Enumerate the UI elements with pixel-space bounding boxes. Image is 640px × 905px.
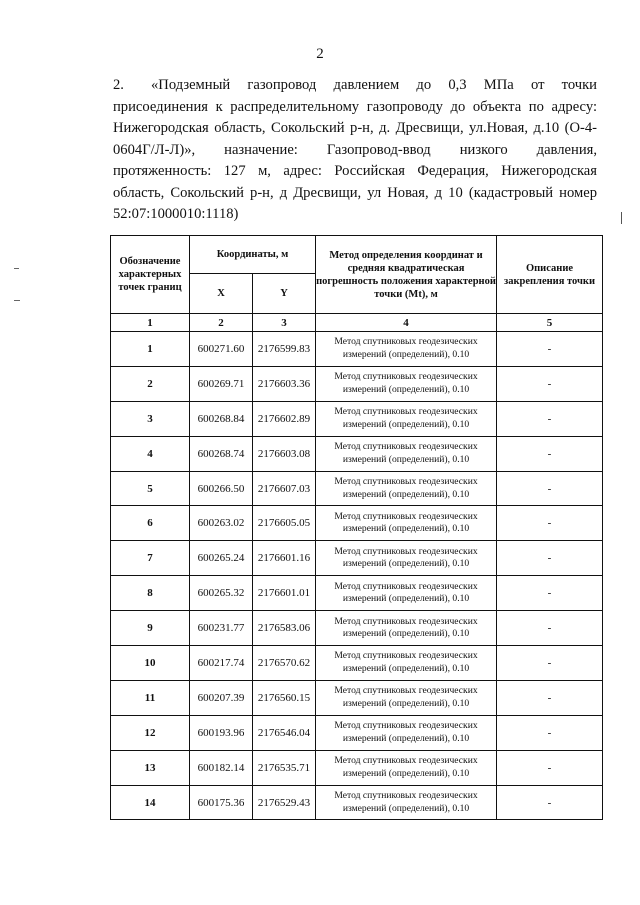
method: Метод спутниковых геодезических измерений (определений), 0.10 bbox=[316, 436, 497, 471]
coordinates-table bbox=[110, 235, 603, 820]
table-row bbox=[111, 401, 603, 436]
header-point: Обозначение характерных точек границ bbox=[111, 236, 190, 314]
coord-y: 2176603.36 bbox=[253, 366, 316, 401]
description: - bbox=[497, 332, 603, 367]
method: Метод спутниковых геодезических измерений (определений), 0.10 bbox=[316, 611, 497, 646]
coord-x: 600231.77 bbox=[190, 611, 253, 646]
coord-y: 2176601.16 bbox=[253, 541, 316, 576]
coord-y: 2176529.43 bbox=[253, 785, 316, 820]
point-id: 13 bbox=[111, 750, 190, 785]
description: - bbox=[497, 401, 603, 436]
scan-mark bbox=[621, 212, 622, 224]
column-index-row bbox=[111, 314, 603, 332]
coord-y: 2176560.15 bbox=[253, 680, 316, 715]
method: Метод спутниковых геодезических измерений (определений), 0.10 bbox=[316, 506, 497, 541]
item-number: 2. bbox=[113, 77, 124, 93]
coord-x: 600175.36 bbox=[190, 785, 253, 820]
description: - bbox=[497, 750, 603, 785]
coord-x: 600265.32 bbox=[190, 576, 253, 611]
table-row bbox=[111, 436, 603, 471]
coord-x: 600266.50 bbox=[190, 471, 253, 506]
object-description bbox=[113, 75, 597, 226]
method: Метод спутниковых геодезических измерений (определений), 0.10 bbox=[316, 785, 497, 820]
coord-y: 2176602.89 bbox=[253, 401, 316, 436]
point-id: 10 bbox=[111, 646, 190, 681]
column-index: 1 bbox=[111, 314, 190, 332]
table-row bbox=[111, 680, 603, 715]
description: - bbox=[497, 785, 603, 820]
header-method: Метод определения координат и средняя квадратическая погрешность положения характерной точки (Mt), м bbox=[316, 236, 497, 314]
column-index: 5 bbox=[497, 314, 603, 332]
item-text: «Подземный газопровод давлением до 0,3 МПа от точки присоединения к распределительному газопроводу до объекта по адресу: Нижегородская область, Сокольский р-н, д. Дресвищи, ул.Новая, д.10 (О-4-0604Г/Л-Л)», назначение: Газопровод-ввод низкого давления, протяженность: 127 м, адрес: Российская Федерация, Нижегородская область, Сокольский р-н, д Дресвищи, ул Новая, д 10 (кадастровый номер 52:07:1000010:1118) bbox=[113, 77, 597, 222]
coord-y: 2176603.08 bbox=[253, 436, 316, 471]
table-row bbox=[111, 541, 603, 576]
coord-x: 600263.02 bbox=[190, 506, 253, 541]
point-id: 4 bbox=[111, 436, 190, 471]
coord-x: 600268.74 bbox=[190, 436, 253, 471]
table-row bbox=[111, 611, 603, 646]
table-row bbox=[111, 750, 603, 785]
header-description: Описание закрепления точки bbox=[497, 236, 603, 314]
coord-x: 600207.39 bbox=[190, 680, 253, 715]
point-id: 8 bbox=[111, 576, 190, 611]
coord-y: 2176570.62 bbox=[253, 646, 316, 681]
method: Метод спутниковых геодезических измерений (определений), 0.10 bbox=[316, 576, 497, 611]
description: - bbox=[497, 611, 603, 646]
coord-x: 600268.84 bbox=[190, 401, 253, 436]
table-row bbox=[111, 366, 603, 401]
method: Метод спутниковых геодезических измерений (определений), 0.10 bbox=[316, 750, 497, 785]
description: - bbox=[497, 541, 603, 576]
description: - bbox=[497, 646, 603, 681]
coord-x: 600271.60 bbox=[190, 332, 253, 367]
table-row bbox=[111, 332, 603, 367]
page-number: 2 bbox=[316, 46, 324, 62]
method: Метод спутниковых геодезических измерений (определений), 0.10 bbox=[316, 541, 497, 576]
coord-x: 600217.74 bbox=[190, 646, 253, 681]
method: Метод спутниковых геодезических измерений (определений), 0.10 bbox=[316, 680, 497, 715]
coord-y: 2176599.83 bbox=[253, 332, 316, 367]
coord-y: 2176535.71 bbox=[253, 750, 316, 785]
description: - bbox=[497, 471, 603, 506]
column-index: 3 bbox=[253, 314, 316, 332]
method: Метод спутниковых геодезических измерений (определений), 0.10 bbox=[316, 646, 497, 681]
coord-y: 2176607.03 bbox=[253, 471, 316, 506]
point-id: 6 bbox=[111, 506, 190, 541]
coord-y: 2176583.06 bbox=[253, 611, 316, 646]
description: - bbox=[497, 366, 603, 401]
coord-y: 2176546.04 bbox=[253, 715, 316, 750]
coord-x: 600182.14 bbox=[190, 750, 253, 785]
point-id: 3 bbox=[111, 401, 190, 436]
point-id: 14 bbox=[111, 785, 190, 820]
scan-mark bbox=[14, 268, 19, 269]
header-x: X bbox=[190, 274, 253, 314]
point-id: 1 bbox=[111, 332, 190, 367]
description: - bbox=[497, 715, 603, 750]
point-id: 11 bbox=[111, 680, 190, 715]
table-row bbox=[111, 715, 603, 750]
point-id: 5 bbox=[111, 471, 190, 506]
table-row bbox=[111, 785, 603, 820]
description: - bbox=[497, 680, 603, 715]
coord-y: 2176601.01 bbox=[253, 576, 316, 611]
point-id: 7 bbox=[111, 541, 190, 576]
coord-x: 600265.24 bbox=[190, 541, 253, 576]
column-index: 4 bbox=[316, 314, 497, 332]
method: Метод спутниковых геодезических измерений (определений), 0.10 bbox=[316, 401, 497, 436]
method: Метод спутниковых геодезических измерений (определений), 0.10 bbox=[316, 332, 497, 367]
coord-x: 600193.96 bbox=[190, 715, 253, 750]
table-row bbox=[111, 471, 603, 506]
description: - bbox=[497, 436, 603, 471]
table-row bbox=[111, 506, 603, 541]
description: - bbox=[497, 506, 603, 541]
column-index: 2 bbox=[190, 314, 253, 332]
description: - bbox=[497, 576, 603, 611]
point-id: 2 bbox=[111, 366, 190, 401]
point-id: 9 bbox=[111, 611, 190, 646]
scan-mark bbox=[14, 300, 20, 301]
header-y: Y bbox=[253, 274, 316, 314]
method: Метод спутниковых геодезических измерений (определений), 0.10 bbox=[316, 715, 497, 750]
table-row bbox=[111, 576, 603, 611]
header-coords: Координаты, м bbox=[190, 236, 316, 274]
point-id: 12 bbox=[111, 715, 190, 750]
table-row bbox=[111, 646, 603, 681]
coord-x: 600269.71 bbox=[190, 366, 253, 401]
coord-y: 2176605.05 bbox=[253, 506, 316, 541]
method: Метод спутниковых геодезических измерений (определений), 0.10 bbox=[316, 366, 497, 401]
method: Метод спутниковых геодезических измерений (определений), 0.10 bbox=[316, 471, 497, 506]
